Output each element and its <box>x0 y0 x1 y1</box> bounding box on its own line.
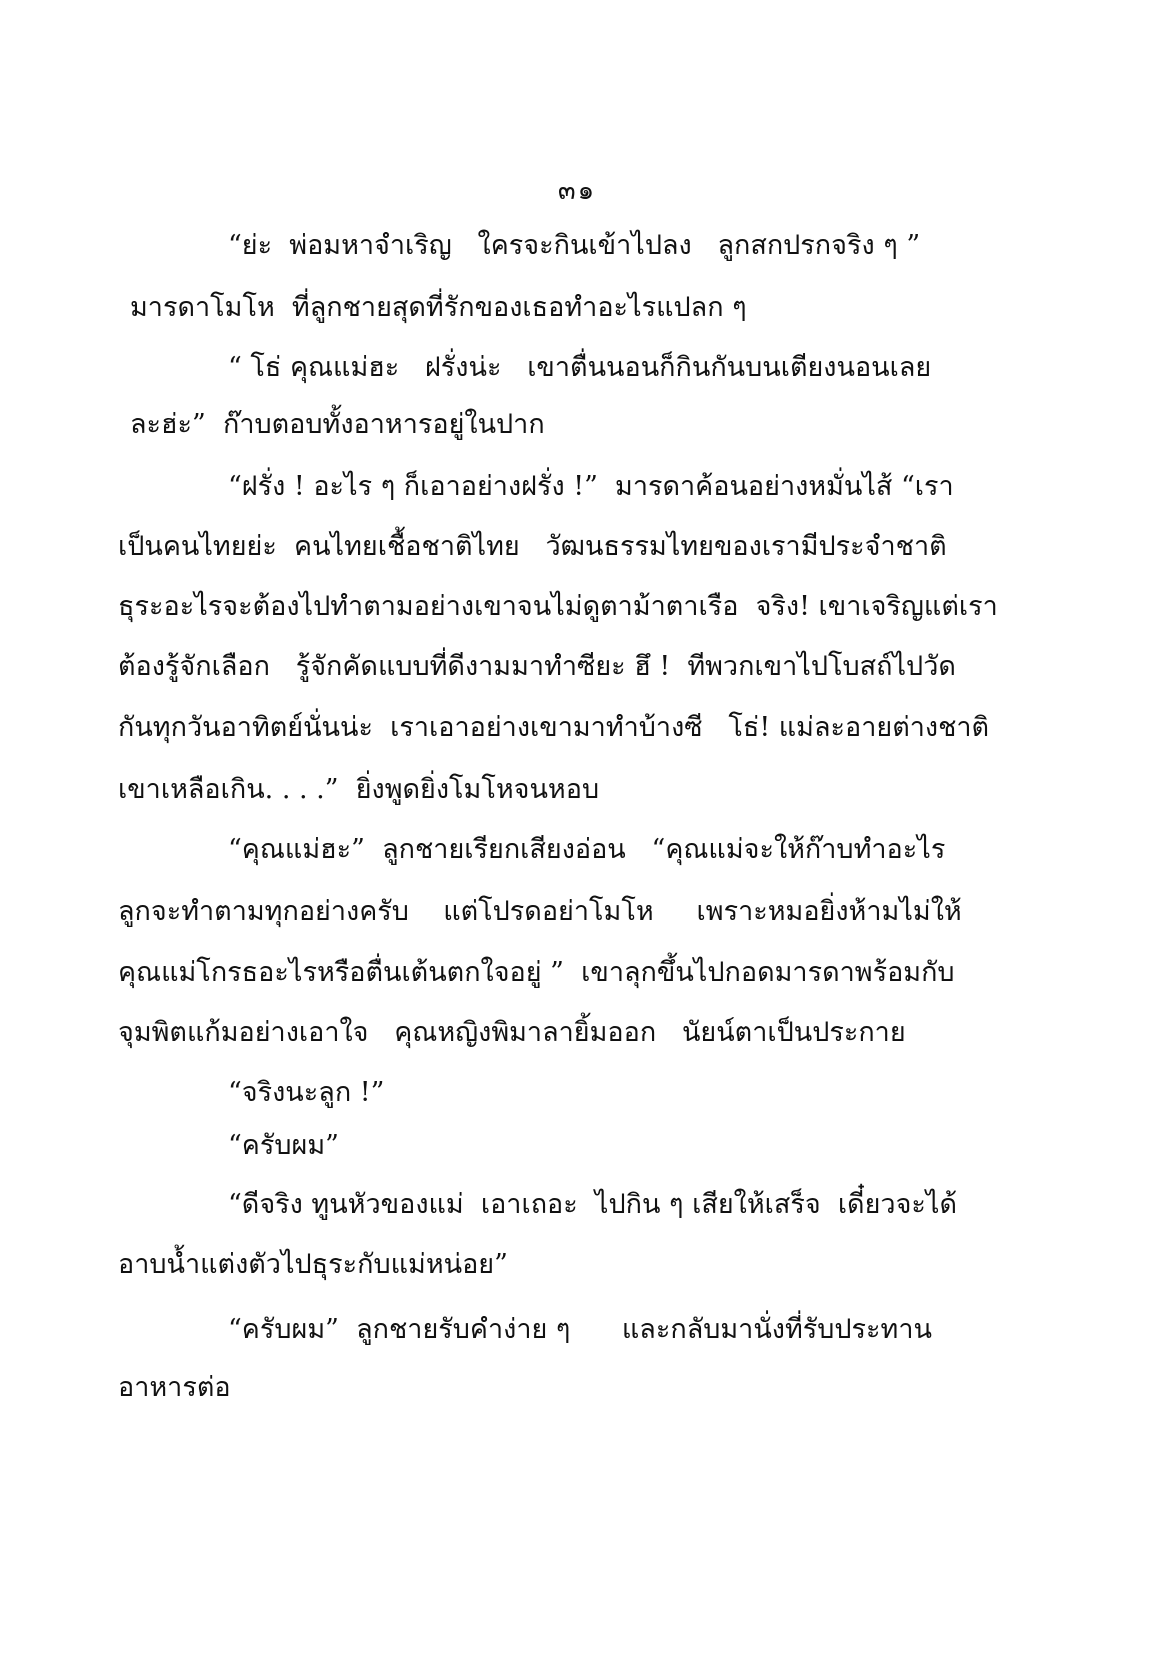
text-line: ลูกจะทำตามทุกอย่างครับ แต่โปรดอย่าโมโห เพราะหมอยิ่งห้ามไม่ให้ <box>118 896 962 927</box>
page-number: ๓๑ <box>557 176 597 206</box>
text-line: คุณแม่โกรธอะไรหรือตื่นเต้นตกใจอยู่ ” เขาลุกขึ้นไปกอดมารดาพร้อมกับ <box>118 957 955 988</box>
text-line: “ครับผม” <box>228 1130 339 1161</box>
text-line: “ โธ่ คุณแม่ฮะ ฝรั่งน่ะ เขาตื่นนอนก็กินกันบนเตียงนอนเลย <box>228 352 932 383</box>
text-line: อาหารต่อ <box>118 1372 231 1403</box>
text-line: “ครับผม” ลูกชายรับคำง่าย ๆ และกลับมานั่งที่รับประทาน <box>228 1314 932 1345</box>
text-line: มารดาโมโห ที่ลูกชายสุดที่รักของเธอทำอะไรแปลก ๆ <box>130 292 747 323</box>
text-line: “จริงนะลูก !” <box>228 1077 385 1108</box>
text-line: เขาเหลือเกิน. . . .” ยิ่งพูดยิ่งโมโหจนหอบ <box>118 774 600 805</box>
text-line: อาบน้ำแต่งตัวไปธุระกับแม่หน่อย” <box>118 1249 508 1280</box>
text-line: ต้องรู้จักเลือก รู้จักคัดแบบที่ดีงามมาทำซียะ ฮึ ! ทีพวกเขาไปโบสถ์ไปวัด <box>118 651 956 682</box>
text-line: จุมพิตแก้มอย่างเอาใจ คุณหญิงพิมาลายิ้มออก นัยน์ตาเป็นประกาย <box>118 1017 906 1048</box>
text-line: “คุณแม่ฮะ” ลูกชายเรียกเสียงอ่อน “คุณแม่จะให้ก๊าบทำอะไร <box>228 834 946 865</box>
text-line: กันทุกวันอาทิตย์นั่นน่ะ เราเอาอย่างเขามาทำบ้างซี โธ่! แม่ละอายต่างชาติ <box>118 712 990 743</box>
text-line: ธุระอะไรจะต้องไปทำตามอย่างเขาจนไม่ดูตาม้าตาเรือ จริง! เขาเจริญแต่เรา <box>118 591 998 622</box>
text-line: ละฮ่ะ” ก๊าบตอบทั้งอาหารอยู่ในปาก <box>130 409 545 440</box>
text-line: “ฝรั่ง ! อะไร ๆ ก็เอาอย่างฝรั่ง !” มารดาค้อนอย่างหมั่นไส้ “เรา <box>228 471 954 502</box>
text-line: เป็นคนไทยย่ะ คนไทยเชื้อชาติไทย วัฒนธรรมไทยของเรามีประจำชาติ <box>118 531 947 562</box>
text-line: “ดีจริง ทูนหัวของแม่ เอาเถอะ ไปกิน ๆ เสียให้เสร็จ เดี๋ยวจะได้ <box>228 1189 957 1220</box>
text-line: “ย่ะ พ่อมหาจำเริญ ใครจะกินเข้าไปลง ลูกสกปรกจริง ๆ ” <box>228 230 921 261</box>
